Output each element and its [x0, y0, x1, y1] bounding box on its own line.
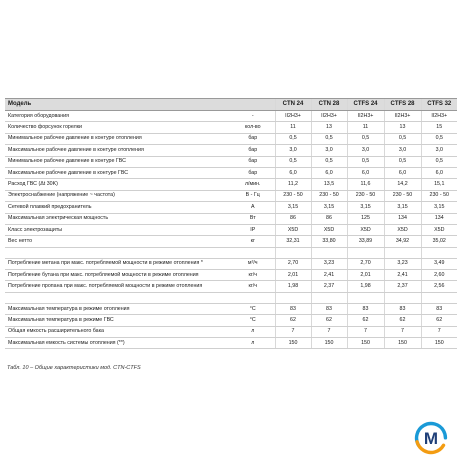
value-cell: 3,15: [347, 202, 384, 213]
header-model-label: Модель: [5, 99, 231, 111]
param-name-cell: Максимальное рабочее давление в контуре ГВС: [5, 167, 231, 178]
value-cell: 6,0: [311, 167, 347, 178]
table-row: [5, 122, 457, 133]
value-cell: 83: [347, 303, 384, 314]
param-name-cell: Вес нетто: [5, 236, 231, 247]
value-cell: 0,5: [347, 133, 384, 144]
table-row: [5, 111, 457, 122]
value-cell: 62: [347, 315, 384, 326]
param-name-cell: Максимальное рабочее давление в контуре отопления: [5, 145, 231, 156]
value-cell: 7: [384, 326, 421, 337]
table-header-row: [5, 99, 457, 111]
unit-cell: кг/ч: [231, 270, 275, 281]
header-model-ctfs28: CTFS 28: [384, 99, 421, 111]
value-cell: [311, 247, 347, 258]
header-model-ctn24: CTN 24: [275, 99, 311, 111]
value-cell: 7: [421, 326, 457, 337]
value-cell: 2,70: [347, 258, 384, 269]
table-spacer-row: [5, 247, 457, 258]
value-cell: [384, 247, 421, 258]
param-name-cell: Потребление бутана при макс. потребляемой мощности в режиме отопления: [5, 270, 231, 281]
table-row: [5, 224, 457, 235]
value-cell: 3,0: [384, 145, 421, 156]
unit-cell: °C: [231, 315, 275, 326]
param-name-cell: Максимальная температура в режиме ГВС: [5, 315, 231, 326]
value-cell: 3,23: [384, 258, 421, 269]
value-cell: [347, 247, 384, 258]
value-cell: 2,41: [311, 270, 347, 281]
value-cell: [421, 292, 457, 303]
unit-cell: л/мин.: [231, 179, 275, 190]
value-cell: 3,15: [421, 202, 457, 213]
value-cell: 6,0: [275, 167, 311, 178]
table-row: [5, 303, 457, 314]
brand-logo-icon: [414, 421, 448, 455]
value-cell: 1,98: [347, 281, 384, 292]
table-spacer-row: [5, 292, 457, 303]
value-cell: 134: [384, 213, 421, 224]
value-cell: 3,0: [311, 145, 347, 156]
param-name-cell: Максимальная температура в режиме отопления: [5, 303, 231, 314]
unit-cell: A: [231, 202, 275, 213]
value-cell: 0,5: [275, 133, 311, 144]
header-model-ctfs24: CTFS 24: [347, 99, 384, 111]
value-cell: 11: [275, 122, 311, 133]
value-cell: X5D: [347, 224, 384, 235]
table-row: [5, 133, 457, 144]
param-name-cell: Расход ГВС (Δt 30K): [5, 179, 231, 190]
value-cell: 150: [384, 338, 421, 349]
value-cell: 13: [311, 122, 347, 133]
value-cell: 32,31: [275, 236, 311, 247]
value-cell: 3,0: [275, 145, 311, 156]
value-cell: 2,41: [384, 270, 421, 281]
value-cell: 230 - 50: [384, 190, 421, 201]
value-cell: 15,1: [421, 179, 457, 190]
unit-cell: кол-во: [231, 122, 275, 133]
unit-cell: Вт: [231, 213, 275, 224]
value-cell: 150: [275, 338, 311, 349]
value-cell: X5D: [384, 224, 421, 235]
value-cell: 11,2: [275, 179, 311, 190]
table-row: [5, 156, 457, 167]
param-name-cell: Общая емкость расширительного бака: [5, 326, 231, 337]
value-cell: 62: [311, 315, 347, 326]
value-cell: 7: [347, 326, 384, 337]
value-cell: 1,98: [275, 281, 311, 292]
value-cell: II2H3+: [384, 111, 421, 122]
unit-cell: л: [231, 338, 275, 349]
unit-cell: бар: [231, 167, 275, 178]
value-cell: 2,70: [275, 258, 311, 269]
param-name-cell: Минимальное рабочее давление в контуре отопления: [5, 133, 231, 144]
table-row: [5, 315, 457, 326]
unit-cell: [231, 247, 275, 258]
value-cell: 6,0: [347, 167, 384, 178]
value-cell: 0,5: [311, 133, 347, 144]
value-cell: 6,0: [421, 167, 457, 178]
value-cell: 2,01: [275, 270, 311, 281]
value-cell: 0,5: [384, 156, 421, 167]
value-cell: 3,23: [311, 258, 347, 269]
value-cell: 2,37: [384, 281, 421, 292]
value-cell: 6,0: [384, 167, 421, 178]
table-caption: Табл. 10 – Общие характеристики мод. CTN-CTFS: [7, 365, 141, 371]
value-cell: 230 - 50: [421, 190, 457, 201]
value-cell: 150: [421, 338, 457, 349]
value-cell: 14,2: [384, 179, 421, 190]
value-cell: II2H3+: [275, 111, 311, 122]
table-row: [5, 270, 457, 281]
value-cell: 2,01: [347, 270, 384, 281]
value-cell: 230 - 50: [275, 190, 311, 201]
value-cell: 83: [421, 303, 457, 314]
param-name-cell: Категория оборудования: [5, 111, 231, 122]
value-cell: 11,6: [347, 179, 384, 190]
value-cell: 86: [275, 213, 311, 224]
table-row: [5, 236, 457, 247]
value-cell: 3,0: [421, 145, 457, 156]
param-name-cell: [5, 292, 231, 303]
unit-cell: °C: [231, 303, 275, 314]
unit-cell: м³/ч: [231, 258, 275, 269]
value-cell: II2H3+: [311, 111, 347, 122]
unit-cell: [231, 292, 275, 303]
logo-letter: M: [423, 428, 439, 448]
param-name-cell: [5, 247, 231, 258]
value-cell: 3,15: [384, 202, 421, 213]
value-cell: 33,80: [311, 236, 347, 247]
value-cell: 230 - 50: [347, 190, 384, 201]
value-cell: 83: [311, 303, 347, 314]
unit-cell: бар: [231, 133, 275, 144]
value-cell: 2,60: [421, 270, 457, 281]
header-unit-label: [231, 99, 275, 111]
value-cell: 0,5: [347, 156, 384, 167]
value-cell: 0,5: [384, 133, 421, 144]
value-cell: 35,02: [421, 236, 457, 247]
table-row: [5, 179, 457, 190]
value-cell: 7: [311, 326, 347, 337]
value-cell: 150: [347, 338, 384, 349]
param-name-cell: Потребление пропана при макс. потребляемой мощности в режиме отопления: [5, 281, 231, 292]
value-cell: 7: [275, 326, 311, 337]
value-cell: [311, 292, 347, 303]
value-cell: [275, 247, 311, 258]
table-row: [5, 167, 457, 178]
value-cell: 3,15: [275, 202, 311, 213]
param-name-cell: Максимальная электрическая мощность: [5, 213, 231, 224]
value-cell: [384, 292, 421, 303]
value-cell: II2H3+: [347, 111, 384, 122]
param-name-cell: Максимальная емкость системы отопления (**): [5, 338, 231, 349]
unit-cell: бар: [231, 145, 275, 156]
unit-cell: В - Гц: [231, 190, 275, 201]
value-cell: 3,15: [311, 202, 347, 213]
table-row: [5, 258, 457, 269]
unit-cell: кг/ч: [231, 281, 275, 292]
unit-cell: кг: [231, 236, 275, 247]
value-cell: 11: [347, 122, 384, 133]
value-cell: X5D: [421, 224, 457, 235]
unit-cell: -: [231, 111, 275, 122]
value-cell: 2,56: [421, 281, 457, 292]
value-cell: II2H3+: [421, 111, 457, 122]
value-cell: [421, 247, 457, 258]
value-cell: 15: [421, 122, 457, 133]
value-cell: 13,5: [311, 179, 347, 190]
table-row: [5, 338, 457, 349]
param-name-cell: Минимальное рабочее давление в контуре ГВС: [5, 156, 231, 167]
param-name-cell: Класс электрозащиты: [5, 224, 231, 235]
table-row: [5, 326, 457, 337]
header-model-ctfs32: CTFS 32: [421, 99, 457, 111]
specifications-table: [5, 98, 457, 349]
value-cell: 0,5: [421, 133, 457, 144]
value-cell: [347, 292, 384, 303]
value-cell: 62: [384, 315, 421, 326]
value-cell: X5D: [275, 224, 311, 235]
param-name-cell: Потребление метана при макс. потребляемой мощности в режиме отопления *: [5, 258, 231, 269]
value-cell: 0,5: [421, 156, 457, 167]
value-cell: 3,0: [347, 145, 384, 156]
value-cell: 13: [384, 122, 421, 133]
param-name-cell: Сетевой плавкий предохранитель: [5, 202, 231, 213]
value-cell: 33,89: [347, 236, 384, 247]
value-cell: X5D: [311, 224, 347, 235]
table-row: [5, 202, 457, 213]
value-cell: 150: [311, 338, 347, 349]
param-name-cell: Количество форсунок горелки: [5, 122, 231, 133]
value-cell: 230 - 50: [311, 190, 347, 201]
value-cell: 0,5: [275, 156, 311, 167]
value-cell: 134: [421, 213, 457, 224]
value-cell: 62: [421, 315, 457, 326]
unit-cell: бар: [231, 156, 275, 167]
value-cell: 86: [311, 213, 347, 224]
value-cell: 0,5: [311, 156, 347, 167]
table-body: [5, 111, 457, 349]
param-name-cell: Электроснабжение (напряжение ~ частота): [5, 190, 231, 201]
value-cell: [275, 292, 311, 303]
table-row: [5, 190, 457, 201]
value-cell: 34,92: [384, 236, 421, 247]
header-model-ctn28: CTN 28: [311, 99, 347, 111]
value-cell: 2,37: [311, 281, 347, 292]
table-row: [5, 213, 457, 224]
unit-cell: IP: [231, 224, 275, 235]
unit-cell: л: [231, 326, 275, 337]
table-row: [5, 281, 457, 292]
value-cell: 62: [275, 315, 311, 326]
value-cell: 83: [275, 303, 311, 314]
table-row: [5, 145, 457, 156]
value-cell: 3,49: [421, 258, 457, 269]
value-cell: 125: [347, 213, 384, 224]
value-cell: 83: [384, 303, 421, 314]
